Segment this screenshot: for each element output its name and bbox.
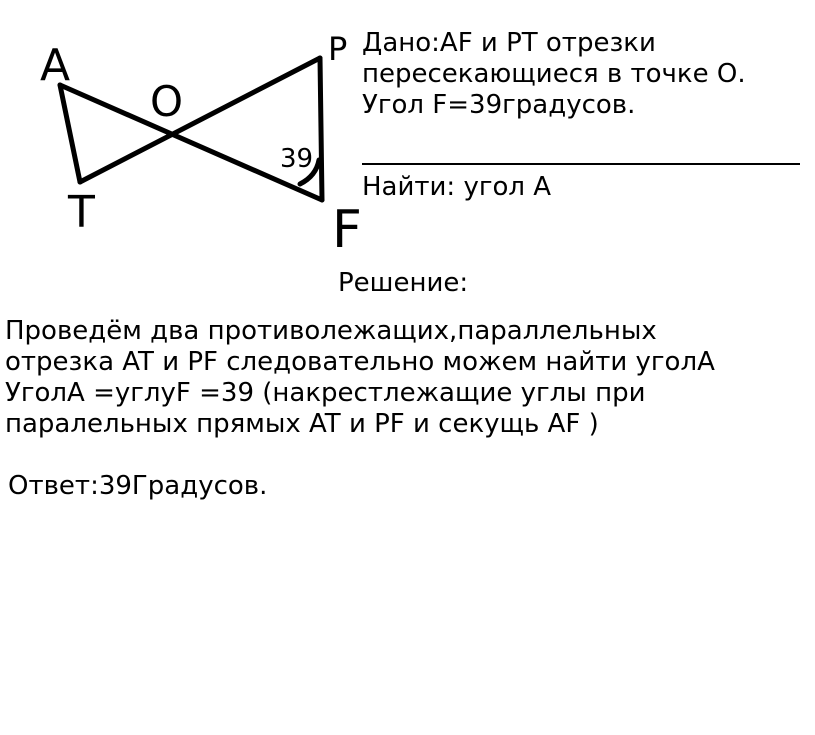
label-t: T [68,187,95,238]
answer-text: Ответ:39Градусов. [8,471,268,501]
label-p: P [328,30,348,68]
label-a: A [40,40,71,91]
segment-at [60,85,80,182]
given-line: пересекающиеся в точке О. [362,59,746,89]
solution-line: Проведём два противолежащих,параллельных [5,316,657,346]
solution-title: Решение: [338,268,469,298]
given-line: Дано:AF и PT отрезки [362,28,656,58]
solution-line: паралельных прямых AT и PF и секущь AF ) [5,409,599,439]
label-o: O [150,77,184,126]
separator-line [362,163,800,165]
find-text: Найти: угол А [362,172,552,202]
angle-value-label: 39 [280,144,314,174]
segment-pf [320,58,322,200]
segment-af [60,85,322,200]
solution-line: отрезка AT и PF следовательно можем найти уголА [5,347,715,377]
solution-line: УголА =углуF =39 (накрестлежащие углы при [5,378,646,408]
given-block [362,28,746,121]
label-f: F [332,200,362,260]
given-line: Угол F=39градусов. [362,90,636,120]
solution-block [5,316,715,440]
